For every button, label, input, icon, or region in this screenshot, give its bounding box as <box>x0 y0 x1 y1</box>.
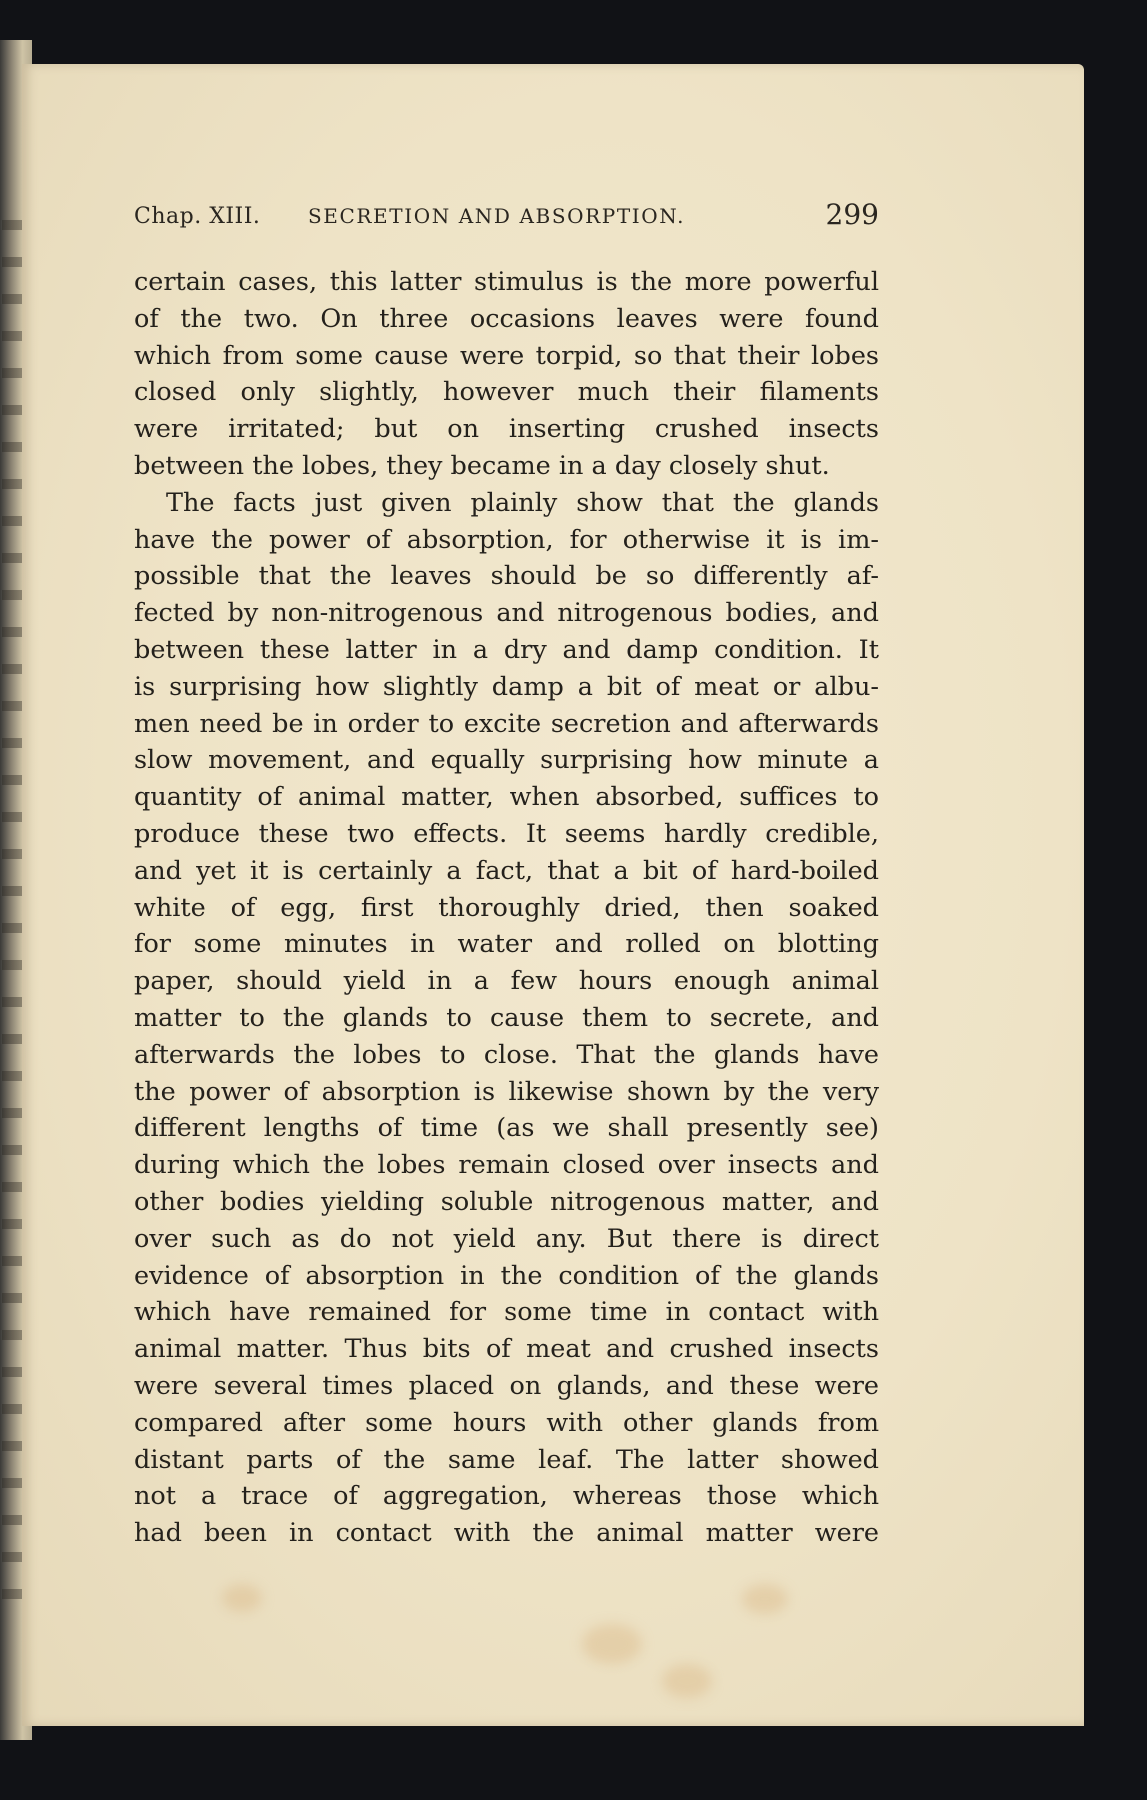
text-line: other bodies yielding soluble nitrogenous matter, and <box>134 1186 879 1217</box>
text-line: of the two. On three occasions leaves were found <box>134 303 879 334</box>
text-line: is surprising how slightly damp a bit of meat or albu- <box>134 671 879 702</box>
text-line: The facts just given plainly show that the glands <box>166 487 879 518</box>
text-line: slow movement, and equally surprising how minute a <box>134 745 879 776</box>
paper-stain <box>582 1624 642 1664</box>
text-line: produce these two effects. It seems hardly credible, <box>134 818 879 849</box>
text-line: evidence of absorption in the condition of the glands <box>134 1260 879 1291</box>
page-header <box>134 198 879 238</box>
page-number: 299 <box>825 198 879 231</box>
text-line: not a trace of aggregation, whereas those which <box>134 1481 879 1512</box>
text-line: men need be in order to excite secretion and afterwards <box>134 708 879 739</box>
text-line: compared after some hours with other glands from <box>134 1407 879 1438</box>
text-line: animal matter. Thus bits of meat and crushed insects <box>134 1334 879 1365</box>
running-title: SECRETION AND ABSORPTION. <box>308 204 686 228</box>
text-line: had been in contact with the animal matter were <box>134 1518 879 1549</box>
paper-stain <box>222 1584 262 1612</box>
text-line: and yet it is certainly a fact, that a bit of hard-boiled <box>134 855 879 886</box>
text-line: paper, should yield in a few hours enough animal <box>134 966 879 997</box>
text-line: distant parts of the same leaf. The latter showed <box>134 1444 879 1475</box>
text-line: which have remained for some time in contact with <box>134 1297 879 1328</box>
text-line: the power of absorption is likewise shown by the very <box>134 1076 879 1107</box>
paper-stain <box>742 1584 788 1614</box>
text-line: white of egg, first thoroughly dried, then soaked <box>134 892 879 923</box>
text-line: closed only slightly, however much their filaments <box>134 377 879 408</box>
text-line: possible that the leaves should be so differently af- <box>134 561 879 592</box>
text-line: certain cases, this latter stimulus is the more powerful <box>134 267 879 297</box>
text-line: afterwards the lobes to close. That the glands have <box>134 1039 879 1070</box>
text-line: during which the lobes remain closed over insects and <box>134 1150 879 1181</box>
chapter-label: Chap. XIII. <box>134 204 261 229</box>
text-line: quantity of animal matter, when absorbed, suffices to <box>134 782 879 813</box>
text-line: were irritated; but on inserting crushed insects <box>134 414 879 445</box>
text-line: for some minutes in water and rolled on blotting <box>134 929 879 960</box>
text-line: different lengths of time (as we shall presently see) <box>134 1113 879 1144</box>
text-line: which from some cause were torpid, so that their lobes <box>134 340 879 371</box>
text-line: matter to the glands to cause them to secrete, and <box>134 1002 879 1033</box>
text-line: between these latter in a dry and damp condition. It <box>134 634 879 665</box>
text-line: have the power of absorption, for otherwise it is im- <box>134 524 879 555</box>
text-line: were several times placed on glands, and these were <box>134 1370 879 1401</box>
text-line: fected by non-nitrogenous and nitrogenous bodies, and <box>134 598 879 629</box>
paper-stain <box>662 1664 712 1698</box>
body-text <box>134 264 879 1552</box>
text-line: over such as do not yield any. But there is direct <box>134 1223 879 1254</box>
text-line: between the lobes, they became in a day closely shut. <box>134 450 830 481</box>
